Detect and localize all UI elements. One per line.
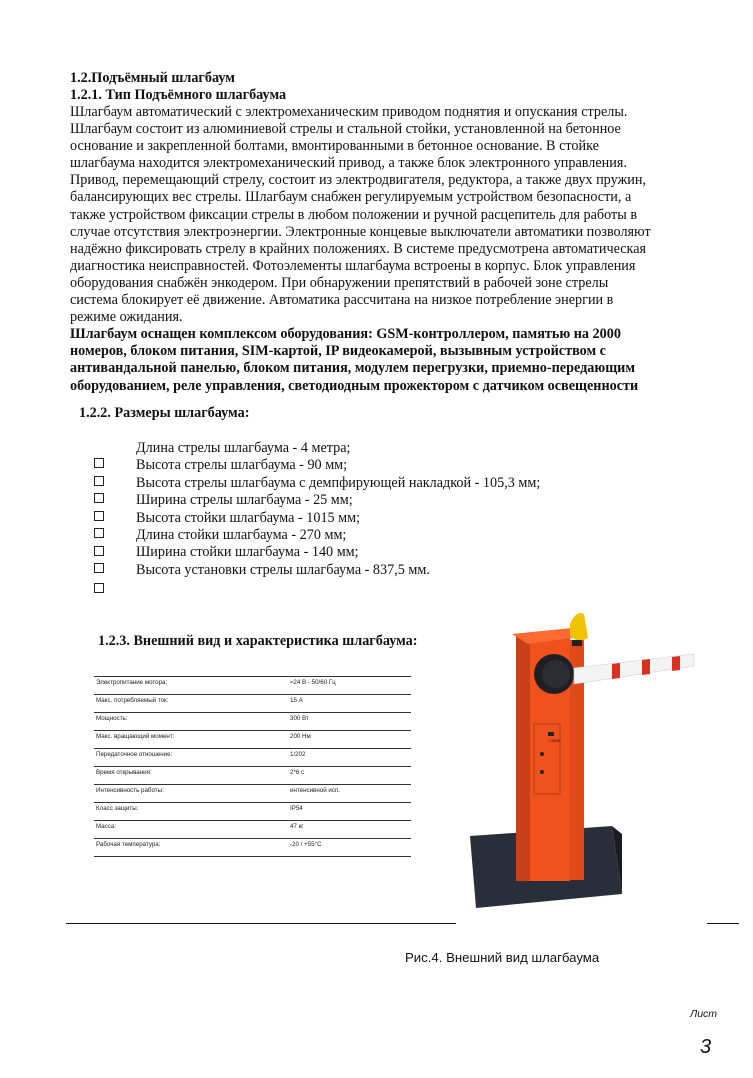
spec-label: Интенсивность работы: [94,785,288,803]
checkbox-icon [94,476,104,486]
spec-value: 47 кг [288,821,411,839]
sheet-label: Лист [690,1008,718,1020]
description-line: Привод, перемещающий стрелу, состоит из электродвигателя, редуктора, а также двух пружин, [70,172,647,189]
equipment-line: Шлагбаум оснащен комплексом оборудования: GSM-контроллером, памятью на 2000 [70,326,621,343]
table-row [94,785,411,803]
figure-caption: Рис.4. Внешний вид шлагбаума [405,950,600,965]
spec-value: ≈24 В - 50/60 Гц [288,677,411,695]
dimension-item: Длина стрелы шлагбаума - 4 метра; [136,440,351,456]
description-line: система блокирует её движение. Автоматика рассчитана на низкое потребление энергии в [70,292,614,309]
section-heading: 1.2.Подъёмный шлагбаум [70,70,235,86]
table-row [94,713,411,731]
table-row [94,749,411,767]
exterior-heading: 1.2.3. Внешний вид и характеристика шлагбаума: [98,633,418,649]
dimension-item: Высота стойки шлагбаума - 1015 мм; [136,509,361,526]
warning-lamp [570,613,588,640]
spec-label: Макс. вращающий момент: [94,731,288,749]
spec-label: Время открывания: [94,767,288,785]
spec-label: Электропитание мотора: [94,677,288,695]
spec-label: Мощность: [94,713,288,731]
description-line: диагностика неисправностей. Фотоэлементы шлагбаума встроены в корпус. Блок управления [70,257,636,274]
spec-value: интенсивной исп. [288,785,411,803]
description-line: оборудования снабжён энкодером. При обнаружении препятствий в рабочей зоне стрелы [70,274,609,291]
footer-divider [707,923,739,924]
equipment-line: антивандальной панелью, блоком питания, модулем перегрузки, приемно-передающим [70,360,636,377]
dimensions-heading: 1.2.2. Размеры шлагбаума: [79,405,250,421]
spec-value: -20 / +55°С [288,839,411,857]
table-row [94,821,411,839]
spec-label: Класс защиты: [94,803,288,821]
description-line: случае отсутствия электроэнергии. Электронные концевые выключатели автоматики позволяют [70,223,651,240]
spec-table [94,676,411,857]
description-text [70,104,690,395]
description-line: надёжно фиксировать стрелу в крайних положениях. В системе предусмотрена автоматическая [70,240,647,257]
brand-mark: CAME [549,738,561,743]
dimension-item: Высота стрелы шлагбаума с демпфирующей накладкой - 105,3 мм; [136,474,541,491]
description-line: шлагбаума находится электромеханический привод, а также блок электронного управления. [70,155,627,172]
description-line: основание и закрепленной болтами, вмонтированными в бетонное основание. В стойке [70,138,599,155]
dimension-item: Ширина стойки шлагбаума - 140 мм; [136,544,359,561]
spec-value: 2*6 с [288,767,411,785]
table-row [94,767,411,785]
spec-label: Макс. потребляемый ток: [94,695,288,713]
table-row [94,803,411,821]
equipment-line: номеров, блоком питания, SIM-картой, IP видеокамерой, вызывным устройством с [70,343,606,360]
dimensions-list [136,440,540,579]
spec-label: Рабочая температура: [94,839,288,857]
checkbox-icon [94,563,104,573]
dimension-item: Длина стойки шлагбаума - 270 мм; [136,527,347,544]
spec-value: 1/202 [288,749,411,767]
table-row [94,677,411,695]
checkbox-icon [94,493,104,503]
page-number: 3 [700,1036,712,1058]
checkbox-icon [94,458,104,468]
spec-value: 15 А [288,695,411,713]
dimension-item: Высота стрелы шлагбаума - 90 мм; [136,457,348,474]
spec-label: Передаточное отношение: [94,749,288,767]
spec-value: 300 Вт [288,713,411,731]
footer-divider [66,923,456,924]
description-line: балансирующих вес стрелы. Шлагбаум снабжен регулируемым устройством безопасности, а [70,189,632,206]
checkbox-icon [94,583,104,593]
equipment-line: оборудованием, реле управления, светодиодным прожектором с датчиком освещенности [70,377,639,394]
table-row [94,695,411,713]
checkbox-icon [94,528,104,538]
spec-label: Масса: [94,821,288,839]
description-line: Шлагбаум состоит из алюминиевой стрелы и стальной стойки, установленной на бетонное [70,121,621,138]
subsection-heading: 1.2.1. Тип Подъёмного шлагбаума [70,87,287,103]
dimension-item: Ширина стрелы шлагбаума - 25 мм; [136,492,353,509]
table-row [94,731,411,749]
dimension-item: Высота установки стрелы шлагбаума - 837,5 мм. [136,561,430,578]
description-line: также устройством фиксации стрелы в любом положении и ручной расцепитель для работы в [70,206,638,223]
checkbox-icon [94,511,104,521]
table-row [94,839,411,857]
description-line: Шлагбаум автоматический с электромеханическим приводом поднятия и опускания стрелы. [70,104,628,120]
spec-value: IP54 [288,803,411,821]
barrier-photo [462,604,702,929]
checkbox-icon [94,546,104,556]
spec-value: 200 Нм [288,731,411,749]
description-line: режиме ожидания. [70,309,183,326]
